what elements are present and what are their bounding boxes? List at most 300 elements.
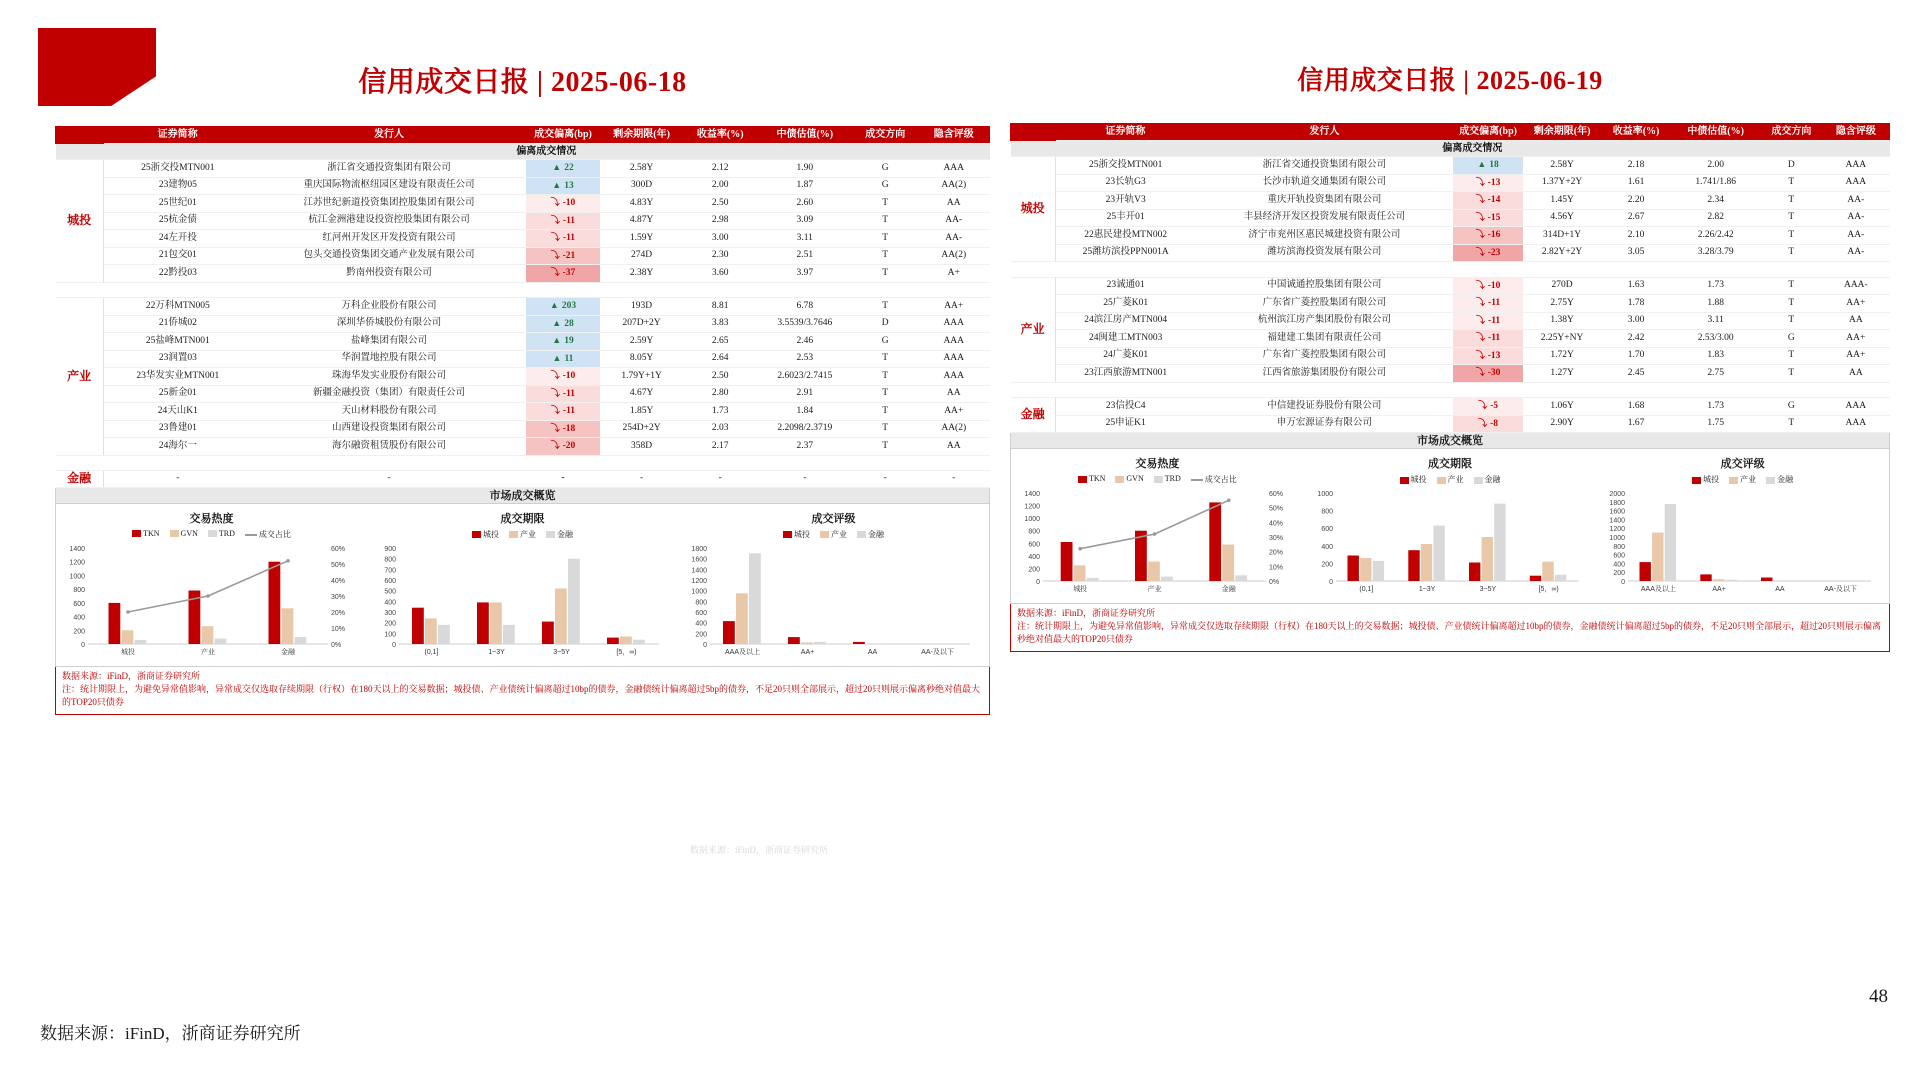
cell-maturity: 2.25Y+NY <box>1523 330 1601 348</box>
cell-valuation: 1.73 <box>1671 277 1761 295</box>
table-row <box>56 195 990 213</box>
cell-maturity: - <box>600 471 683 488</box>
bar <box>1761 578 1772 582</box>
svg-text:金融: 金融 <box>281 648 295 656</box>
arrow-down-icon: ⤵ <box>550 214 560 225</box>
svg-text:AA: AA <box>867 648 878 656</box>
cell-security-name: 25世纪01 <box>103 195 252 213</box>
chart-plot <box>1017 487 1298 599</box>
cell-yield: 8.81 <box>683 298 757 316</box>
group-label: 产业 <box>56 298 104 456</box>
svg-text:200: 200 <box>1320 561 1333 569</box>
svg-text:AAA及以上: AAA及以上 <box>1641 586 1677 593</box>
cell-valuation: 1.88 <box>1671 295 1761 313</box>
cell-security-name: 23诚通01 <box>1055 277 1195 295</box>
cell-valuation: 2.75 <box>1671 365 1761 383</box>
cell-valuation: 2.34 <box>1671 192 1761 210</box>
report-panel-right <box>1010 60 1890 652</box>
cell-implied-rating: AA- <box>918 230 990 248</box>
cell-yield: 2.17 <box>683 438 757 456</box>
legend-item: TKN <box>132 529 159 540</box>
cell-issuer: 济宁市兖州区惠民城建投资有限公司 <box>1195 227 1453 245</box>
cell-issuer: 万科企业股份有限公司 <box>252 298 526 316</box>
svg-text:600: 600 <box>1028 541 1040 549</box>
cell-maturity: 270D <box>1523 277 1601 295</box>
cell-issuer: 福建建工集团有限责任公司 <box>1195 330 1453 348</box>
cell-maturity: 2.58Y <box>600 160 683 178</box>
svg-text:1400: 1400 <box>1609 517 1626 525</box>
cell-issuer: 重庆国际物流枢纽园区建设有限责任公司 <box>252 177 526 195</box>
svg-text:30%: 30% <box>1269 535 1284 542</box>
cell-valuation: 3.5539/3.7646 <box>757 315 852 333</box>
svg-text:AA-及以下: AA-及以下 <box>1824 586 1858 593</box>
cell-deviation: ▲ 19 <box>526 333 600 351</box>
svg-text:200: 200 <box>73 627 85 635</box>
arrow-down-icon: ⤵ <box>1475 194 1485 204</box>
group-label: 城投 <box>1011 157 1056 262</box>
svg-text:3~5Y: 3~5Y <box>553 648 570 656</box>
chart-title: 交易热度 <box>1135 458 1180 470</box>
cell-security-name: 22黔投03 <box>103 265 252 283</box>
cell-maturity: 4.87Y <box>600 212 683 230</box>
cell-security-name: 23开轨V3 <box>1055 192 1195 210</box>
table-row <box>56 403 990 421</box>
cell-issuer: 深圳华侨城股份有限公司 <box>252 315 526 333</box>
cell-maturity: 358D <box>600 438 683 456</box>
svg-text:50%: 50% <box>331 561 346 569</box>
svg-text:1000: 1000 <box>691 588 707 596</box>
col-header: 成交方向 <box>1761 124 1823 141</box>
svg-text:AA+: AA+ <box>1712 586 1727 593</box>
cell-security-name: 25浙交投MTN001 <box>103 160 252 178</box>
table-row <box>1011 365 1890 383</box>
bar <box>1481 537 1492 581</box>
cell-deviation: ⤵ -11 <box>526 385 600 403</box>
cell-valuation: 2.53/3.00 <box>1671 330 1761 348</box>
cell-valuation: 1.87 <box>757 177 852 195</box>
cell-yield: 1.78 <box>1601 295 1671 313</box>
bar <box>412 607 424 643</box>
cell-valuation: 1.90 <box>757 160 852 178</box>
chart-plot <box>1310 487 1591 599</box>
svg-text:600: 600 <box>1320 526 1333 534</box>
arrow-down-icon: ⤵ <box>550 440 560 450</box>
bar <box>438 624 450 643</box>
cell-yield: 2.67 <box>1601 209 1671 227</box>
cell-maturity: 1.85Y <box>600 403 683 421</box>
svg-text:0: 0 <box>1328 579 1333 586</box>
cell-implied-rating: AAA- <box>1822 277 1889 295</box>
cell-maturity: 314D+1Y <box>1523 227 1601 245</box>
arrow-down-icon: ⤵ <box>1478 417 1488 428</box>
cell-yield: 1.68 <box>1601 398 1671 416</box>
cell-implied-rating: A+ <box>918 265 990 283</box>
cell-implied-rating: AA <box>918 385 990 403</box>
cell-implied-rating: AA(2) <box>918 420 990 438</box>
cell-valuation: 2.46 <box>757 333 852 351</box>
note-left <box>55 667 990 715</box>
svg-text:1200: 1200 <box>691 577 707 585</box>
legend-item: 金融 <box>546 529 573 540</box>
bar <box>1713 579 1724 581</box>
cell-yield: 2.18 <box>1601 157 1671 175</box>
table-row <box>56 265 990 283</box>
cell-deviation: ▲ 18 <box>1453 157 1523 175</box>
cell-issuer: 广东省广菱控股集团有限公司 <box>1195 347 1453 365</box>
table-row <box>1011 244 1890 262</box>
cell-maturity: 2.58Y <box>1523 157 1601 175</box>
cell-direction: T <box>1761 365 1823 383</box>
svg-text:700: 700 <box>384 566 396 574</box>
cell-valuation: 3.28/3.79 <box>1671 244 1761 262</box>
col-header: 证券简称 <box>1055 124 1195 141</box>
cell-implied-rating: AAA <box>1822 415 1889 433</box>
svg-text:300: 300 <box>384 609 396 617</box>
cell-direction: T <box>852 298 918 316</box>
col-header: 发行人 <box>1195 124 1453 141</box>
table-row <box>56 333 990 351</box>
cell-implied-rating: AA <box>1822 312 1889 330</box>
col-header: 成交偏离(bp) <box>526 127 600 144</box>
svg-text:100: 100 <box>384 630 396 638</box>
legend-item: 金融 <box>1474 474 1501 485</box>
cell-maturity: 300D <box>600 177 683 195</box>
cell-implied-rating: AAA <box>1822 398 1889 416</box>
svg-text:1800: 1800 <box>691 545 707 553</box>
cell-direction: T <box>1761 227 1823 245</box>
cell-direction: T <box>1761 209 1823 227</box>
cell-valuation: 3.09 <box>757 212 852 230</box>
svg-text:1~3Y: 1~3Y <box>1418 586 1436 593</box>
cell-direction: T <box>1761 347 1823 365</box>
cell-maturity: 4.83Y <box>600 195 683 213</box>
svg-text:1600: 1600 <box>691 556 707 564</box>
arrow-down-icon: ⤵ <box>550 267 560 277</box>
cell-maturity: 2.59Y <box>600 333 683 351</box>
cell-issuer: 浙江省交通投资集团有限公司 <box>1195 157 1453 175</box>
bar <box>109 602 121 643</box>
table-row <box>56 160 990 178</box>
legend-item: TRD <box>1154 474 1181 485</box>
bar <box>490 602 502 644</box>
cell-direction: G <box>852 177 918 195</box>
cell-security-name: - <box>103 471 252 488</box>
cell-issuer: 盐峰集团有限公司 <box>252 333 526 351</box>
svg-text:0: 0 <box>81 641 85 649</box>
arrow-down-icon: ⤵ <box>550 422 560 433</box>
svg-text:AA+: AA+ <box>800 648 815 656</box>
bar <box>1542 562 1553 581</box>
cell-implied-rating: AA+ <box>1822 330 1889 348</box>
legend-item: GVN <box>170 529 198 540</box>
table-row <box>1011 330 1890 348</box>
table-row <box>56 438 990 456</box>
svg-text:200: 200 <box>384 620 396 628</box>
bar <box>1652 533 1663 581</box>
arrow-down-icon: ⤵ <box>550 249 560 260</box>
cell-deviation: ▲ 203 <box>526 298 600 316</box>
bar <box>215 638 227 644</box>
bar <box>1087 578 1099 581</box>
cell-yield: 2.00 <box>683 177 757 195</box>
cell-direction: T <box>852 195 918 213</box>
arrow-up-icon: ▲ <box>552 335 562 345</box>
svg-text:0%: 0% <box>1269 579 1280 586</box>
table-row <box>1011 398 1890 416</box>
svg-text:800: 800 <box>695 598 707 606</box>
bar <box>1469 563 1480 582</box>
cell-security-name: 22惠民建投MTN002 <box>1055 227 1195 245</box>
cell-implied-rating: AAA <box>1822 157 1889 175</box>
cell-deviation: ⤵ -10 <box>526 368 600 386</box>
cell-issuer: 红河州开发区开发投资有限公司 <box>252 230 526 248</box>
legend-item: 金融 <box>1766 474 1793 485</box>
section-title: 偏离成交情况 <box>1055 140 1889 157</box>
cell-maturity: 4.56Y <box>1523 209 1601 227</box>
chart-svg <box>684 542 976 662</box>
cell-deviation: ⤵ -37 <box>526 265 600 283</box>
svg-text:800: 800 <box>384 556 396 564</box>
bar <box>1360 558 1371 581</box>
col-header: 收益率(%) <box>683 127 757 144</box>
cell-deviation: ⤵ -11 <box>1453 295 1523 313</box>
cell-issuer: 中国诚通控股集团有限公司 <box>1195 277 1453 295</box>
cell-yield: 2.64 <box>683 350 757 368</box>
cell-implied-rating: AA <box>918 438 990 456</box>
table-row <box>56 230 990 248</box>
cell-implied-rating: AA(2) <box>918 247 990 265</box>
cell-deviation: ⤵ -11 <box>1453 330 1523 348</box>
col-header: 证券简称 <box>103 127 252 144</box>
bar <box>282 608 294 644</box>
group-label: 产业 <box>1011 277 1056 382</box>
bar <box>1222 545 1234 582</box>
cell-direction: T <box>1761 312 1823 330</box>
arrow-down-icon: ⤵ <box>1475 229 1485 239</box>
svg-text:AA: AA <box>1775 586 1785 593</box>
cell-security-name: 25潍坊滨投PPN001A <box>1055 244 1195 262</box>
chart-plot <box>62 542 361 662</box>
bar <box>477 602 489 644</box>
col-header: 收益率(%) <box>1601 124 1671 141</box>
arrow-down-icon: ⤵ <box>1476 297 1486 307</box>
legend-item: 城投 <box>472 529 499 540</box>
cell-direction: T <box>852 247 918 265</box>
cell-implied-rating: AAA <box>918 333 990 351</box>
cell-issuer: 华润置地控股有限公司 <box>252 350 526 368</box>
cell-direction: D <box>1761 157 1823 175</box>
svg-text:AA-及以下: AA-及以下 <box>921 648 954 656</box>
cell-issuer: 海尔融资租赁股份有限公司 <box>252 438 526 456</box>
arrow-up-icon: ▲ <box>552 352 562 363</box>
cell-maturity: 1.38Y <box>1523 312 1601 330</box>
table-header-row <box>56 127 990 144</box>
cell-yield: 2.30 <box>683 247 757 265</box>
bar <box>555 588 567 644</box>
table-row <box>56 177 990 195</box>
col-header: 隐含评级 <box>1822 124 1889 141</box>
note-source-right: 数据来源：iFinD，浙商证券研究所 <box>1017 608 1156 618</box>
cell-deviation: ⤵ -15 <box>1453 209 1523 227</box>
cell-maturity: 4.67Y <box>600 385 683 403</box>
chart-svg <box>373 542 665 662</box>
svg-text:产业: 产业 <box>201 648 215 656</box>
bar <box>1061 542 1073 581</box>
chart-2 <box>1304 449 1597 603</box>
cell-implied-rating: AA <box>1822 365 1889 383</box>
cell-valuation: 1.84 <box>757 403 852 421</box>
table-row <box>1011 277 1890 295</box>
cell-issuer: 中信建投证券股份有限公司 <box>1195 398 1453 416</box>
svg-text:800: 800 <box>73 586 85 594</box>
legend-item: TRD <box>208 529 235 540</box>
report-panel-left <box>55 60 990 715</box>
cell-direction: T <box>1761 277 1823 295</box>
svg-text:1000: 1000 <box>1317 491 1333 498</box>
note-text-left: 注：统计期限上，为避免异常值影响，异常成交仅选取存续期限（行权）在180天以上的交易数据；城投债、产业债统计偏离超过10bp的债券，金融债统计偏离超过5bp的债券，不足20只则全部展示，超过20只则展示偏离秒绝对值最大的TOP20只债券 <box>62 683 981 707</box>
cell-direction: T <box>852 368 918 386</box>
cell-maturity: 193D <box>600 298 683 316</box>
col-header: 中债估值(%) <box>757 127 852 144</box>
cell-implied-rating: AAA <box>918 350 990 368</box>
svg-text:600: 600 <box>384 577 396 585</box>
cell-deviation: ⤵ -10 <box>526 195 600 213</box>
table-row <box>1011 157 1890 175</box>
table-row <box>1011 227 1890 245</box>
cell-yield: 1.63 <box>1601 277 1671 295</box>
cell-maturity: 1.27Y <box>1523 365 1601 383</box>
group-label: 金融 <box>1011 398 1056 433</box>
cell-deviation: ⤵ -14 <box>1453 192 1523 210</box>
cell-security-name: 24天山K1 <box>103 403 252 421</box>
cell-issuer: - <box>252 471 526 488</box>
note-right <box>1010 604 1890 652</box>
cell-direction: G <box>852 333 918 351</box>
cell-valuation: - <box>757 471 852 488</box>
cell-issuer: 江西省旅游集团股份有限公司 <box>1195 365 1453 383</box>
col-header: 隐含评级 <box>918 127 990 144</box>
bar <box>736 593 748 644</box>
bar <box>1433 526 1444 581</box>
bar <box>503 624 515 643</box>
cell-implied-rating: AA+ <box>1822 295 1889 313</box>
cell-implied-rating: AA- <box>1822 244 1889 262</box>
cell-maturity: 1.79Y+1Y <box>600 368 683 386</box>
cell-implied-rating: AAA <box>1822 174 1889 192</box>
bar <box>1235 575 1247 581</box>
cell-yield: 2.42 <box>1601 330 1671 348</box>
cell-issuer: 杭江金洲港建设投资控股集团有限公司 <box>252 212 526 230</box>
table-row <box>1011 312 1890 330</box>
svg-text:3~5Y: 3~5Y <box>1479 586 1496 593</box>
svg-text:0: 0 <box>392 641 396 649</box>
bar <box>202 626 214 644</box>
bar <box>1347 556 1358 582</box>
cell-valuation: 1.73 <box>1671 398 1761 416</box>
overview-title-right: 市场成交概览 <box>1011 433 1889 449</box>
cell-deviation: ▲ 28 <box>526 315 600 333</box>
cell-yield: 2.80 <box>683 385 757 403</box>
chart-svg <box>1602 487 1877 599</box>
svg-text:1400: 1400 <box>691 566 707 574</box>
group-separator <box>1011 382 1890 398</box>
cell-yield: 3.00 <box>1601 312 1671 330</box>
cell-deviation: ⤵ -13 <box>1453 347 1523 365</box>
bar <box>1494 504 1505 581</box>
svg-text:1200: 1200 <box>1609 526 1626 534</box>
svg-text:400: 400 <box>695 620 707 628</box>
cell-security-name: 24海尔一 <box>103 438 252 456</box>
cell-maturity: 2.90Y <box>1523 415 1601 433</box>
table-row <box>1011 415 1890 433</box>
bar <box>1665 504 1676 581</box>
cell-issuer: 广东省广菱控股集团有限公司 <box>1195 295 1453 313</box>
cell-security-name: 21侨城02 <box>103 315 252 333</box>
cell-deviation: ▲ 13 <box>526 177 600 195</box>
cell-issuer: 包头交通投资集团交通产业发展有限公司 <box>252 247 526 265</box>
chart-1 <box>56 504 367 666</box>
table-row <box>56 315 990 333</box>
cell-valuation: 2.82 <box>1671 209 1761 227</box>
bar <box>1074 565 1086 581</box>
cell-issuer: 丰县经济开发区投资发展有限责任公司 <box>1195 209 1453 227</box>
chart-plot <box>373 542 672 662</box>
legend-item: TKN <box>1078 474 1105 485</box>
cell-direction: T <box>852 403 918 421</box>
svg-text:2000: 2000 <box>1609 491 1626 498</box>
arrow-down-icon: ⤵ <box>1475 211 1485 222</box>
legend-item: 产业 <box>1729 474 1756 485</box>
svg-text:60%: 60% <box>331 545 346 553</box>
arrow-up-icon: ▲ <box>1477 159 1487 169</box>
bar <box>1209 502 1221 581</box>
cell-yield: 3.05 <box>1601 244 1671 262</box>
svg-text:1~3Y: 1~3Y <box>488 648 505 656</box>
cell-security-name: 23建物05 <box>103 177 252 195</box>
cell-security-name: 25盐峰MTN001 <box>103 333 252 351</box>
svg-text:600: 600 <box>695 609 707 617</box>
cell-maturity: 274D <box>600 247 683 265</box>
cell-maturity: 2.82Y+2Y <box>1523 244 1601 262</box>
cell-deviation: ▲ 22 <box>526 160 600 178</box>
cell-yield: 2.20 <box>1601 192 1671 210</box>
cell-issuer: 杭州滨江房产集团股份有限公司 <box>1195 312 1453 330</box>
cell-valuation: 2.53 <box>757 350 852 368</box>
cell-direction: T <box>1761 174 1823 192</box>
cell-direction: G <box>1761 398 1823 416</box>
cell-valuation: 2.37 <box>757 438 852 456</box>
cell-yield: 1.61 <box>1601 174 1671 192</box>
bar <box>542 621 554 643</box>
cell-valuation: 1.741/1.86 <box>1671 174 1761 192</box>
bond-table-right <box>1010 123 1890 433</box>
arrow-up-icon: ▲ <box>549 300 559 310</box>
bar <box>122 630 134 644</box>
arrow-up-icon: ▲ <box>552 317 562 328</box>
table-row <box>56 420 990 438</box>
cell-maturity: 1.72Y <box>1523 347 1601 365</box>
cell-deviation: - <box>526 471 600 488</box>
cell-security-name: 23润置03 <box>103 350 252 368</box>
cell-yield: 3.83 <box>683 315 757 333</box>
svg-text:800: 800 <box>1028 528 1040 536</box>
cell-maturity: 1.59Y <box>600 230 683 248</box>
svg-text:800: 800 <box>1613 543 1626 551</box>
legend-item: 金融 <box>857 529 884 540</box>
cell-maturity: 2.75Y <box>1523 295 1601 313</box>
table-row <box>1011 209 1890 227</box>
table-row <box>56 471 990 488</box>
